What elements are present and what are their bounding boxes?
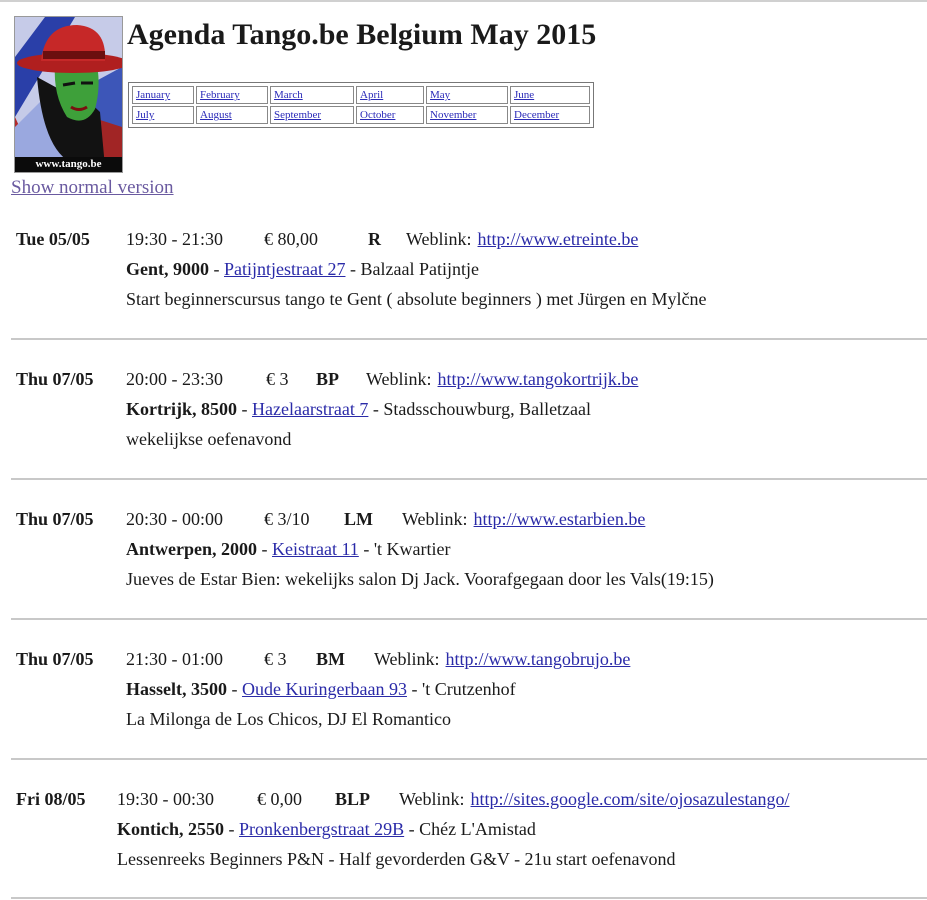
event-location-line (16, 534, 916, 564)
event-street-link[interactable]: Pronkenbergstraat 29B (239, 819, 405, 839)
event-city: Gent, 9000 (126, 259, 209, 279)
separator-dash: - (345, 259, 361, 279)
event-time: 19:30 - 21:30 (126, 229, 223, 249)
event-weblink[interactable]: http://www.etreinte.be (477, 229, 639, 249)
event-entry (16, 224, 916, 314)
event-divider (11, 478, 927, 480)
event-header-line (16, 504, 916, 534)
event-venue: Balzaal Patijntje (360, 259, 479, 279)
separator-dash: - (257, 539, 272, 559)
event-entry (16, 504, 916, 594)
month-link-december[interactable]: December (514, 109, 560, 121)
event-divider (11, 758, 927, 760)
event-date: Thu 07/05 (16, 649, 94, 669)
event-header-line (16, 644, 916, 674)
month-link-march[interactable]: March (274, 89, 303, 101)
event-weblink[interactable]: http://www.tangokortrijk.be (437, 369, 639, 389)
event-description: wekelijkse oefenavond (126, 429, 292, 449)
event-city: Antwerpen, 2000 (126, 539, 257, 559)
separator-dash: - (236, 399, 252, 419)
event-time: 20:00 - 23:30 (126, 369, 223, 389)
event-entry (16, 784, 916, 874)
event-time: 21:30 - 01:00 (126, 649, 223, 669)
event-description: Lessenreeks Beginners P&N - Half gevorderden G&V - 21u start oefenavond (117, 849, 676, 869)
weblink-label: Weblink: (366, 369, 432, 389)
event-entry (16, 364, 916, 454)
event-price: € 3 (264, 649, 287, 669)
logo-caption: www.tango.be (15, 157, 122, 172)
event-divider (11, 897, 927, 899)
event-date: Fri 08/05 (16, 789, 86, 809)
separator-dash: - (209, 259, 224, 279)
tango-logo[interactable] (14, 16, 123, 173)
event-venue: Stadsschouwburg, Balletzaal (383, 399, 592, 419)
event-header-line (16, 224, 916, 254)
separator-dash: - (404, 819, 420, 839)
month-link-october[interactable]: October (360, 109, 396, 121)
separator-dash: - (227, 679, 242, 699)
weblink-label: Weblink: (402, 509, 468, 529)
event-venue: 't Crutzenhof (421, 679, 516, 699)
event-location-line (16, 254, 916, 284)
event-code: BP (316, 369, 340, 389)
event-date: Thu 07/05 (16, 369, 94, 389)
event-city: Kortrijk, 8500 (126, 399, 237, 419)
month-link-february[interactable]: February (200, 89, 240, 101)
event-street-link[interactable]: Keistraat 11 (272, 539, 359, 559)
month-row (132, 106, 590, 124)
event-description: Jueves de Estar Bien: wekelijks salon Dj Jack. Voorafgegaan door les Vals(19:15) (126, 569, 714, 589)
month-navigation (128, 82, 594, 128)
event-description: Start beginnerscursus tango te Gent ( absolute beginners ) met Jürgen en Mylčne (126, 289, 707, 309)
event-code: LM (344, 509, 373, 529)
event-location-line (16, 814, 916, 844)
event-weblink[interactable]: http://sites.google.com/site/ojosazulestango/ (470, 789, 790, 809)
weblink-label: Weblink: (399, 789, 465, 809)
event-header-line (16, 784, 916, 814)
event-date: Thu 07/05 (16, 509, 94, 529)
top-border (0, 0, 927, 2)
event-location-line (16, 394, 916, 424)
event-price: € 3 (266, 369, 289, 389)
month-link-january[interactable]: January (136, 89, 171, 101)
event-weblink[interactable]: http://www.tangobrujo.be (445, 649, 631, 669)
event-date: Tue 05/05 (16, 229, 90, 249)
event-street-link[interactable]: Oude Kuringerbaan 93 (242, 679, 407, 699)
month-link-july[interactable]: July (136, 109, 155, 121)
month-row (132, 86, 590, 104)
event-street-link[interactable]: Hazelaarstraat 7 (251, 399, 369, 419)
month-link-april[interactable]: April (360, 89, 384, 101)
show-normal-version-link[interactable]: Show normal version (11, 177, 174, 198)
event-divider (11, 338, 927, 340)
separator-dash: - (406, 679, 422, 699)
event-price: € 80,00 (264, 229, 318, 249)
page-title: Agenda Tango.be Belgium May 2015 (127, 18, 597, 51)
event-price: € 0,00 (257, 789, 302, 809)
event-venue: Chéz L'Amistad (419, 819, 536, 839)
event-entry (16, 644, 916, 734)
event-code: BLP (335, 789, 371, 809)
month-link-june[interactable]: June (514, 89, 535, 101)
month-link-august[interactable]: August (200, 109, 232, 121)
event-street-link[interactable]: Patijntjestraat 27 (224, 259, 346, 279)
weblink-label: Weblink: (374, 649, 440, 669)
event-weblink[interactable]: http://www.estarbien.be (473, 509, 646, 529)
event-price: € 3/10 (264, 509, 310, 529)
separator-dash: - (358, 539, 374, 559)
event-code: BM (316, 649, 345, 669)
event-header-line (16, 364, 916, 394)
event-code: R (368, 229, 381, 249)
event-venue: 't Kwartier (373, 539, 451, 559)
month-link-may[interactable]: May (430, 89, 451, 101)
event-city: Hasselt, 3500 (126, 679, 227, 699)
event-divider (11, 618, 927, 620)
event-time: 19:30 - 00:30 (117, 789, 214, 809)
event-time: 20:30 - 00:00 (126, 509, 223, 529)
tango-dancer-illustration (15, 17, 122, 172)
event-description: La Milonga de Los Chicos, DJ El Romantico (126, 709, 451, 729)
month-link-november[interactable]: November (430, 109, 477, 121)
separator-dash: - (368, 399, 384, 419)
event-location-line (16, 674, 916, 704)
month-link-september[interactable]: September (274, 109, 322, 121)
separator-dash: - (224, 819, 240, 839)
weblink-label: Weblink: (406, 229, 472, 249)
event-city: Kontich, 2550 (117, 819, 225, 839)
